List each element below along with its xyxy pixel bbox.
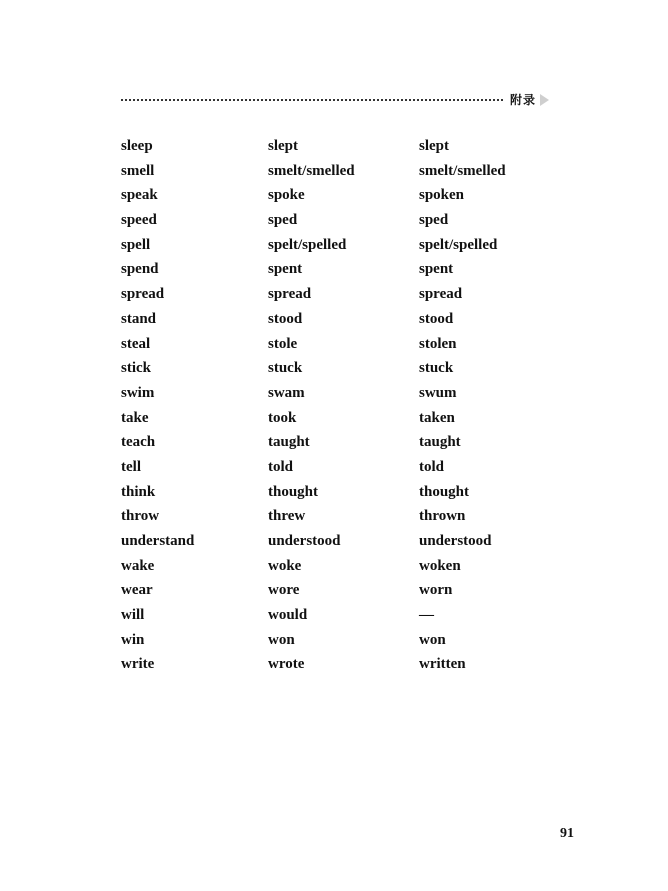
past-participle: told xyxy=(419,458,445,475)
past-tense: taught xyxy=(268,434,310,451)
past-participle: — xyxy=(419,607,434,624)
past-tense: sped xyxy=(268,212,298,229)
base-form: wear xyxy=(121,582,153,599)
base-form: take xyxy=(121,409,149,426)
past-participle: won xyxy=(419,631,446,648)
base-form: understand xyxy=(121,533,195,549)
base-form: write xyxy=(121,656,155,673)
past-tense: smelt/smelled xyxy=(268,162,355,179)
past-participle: thought xyxy=(419,483,470,500)
past-participle: sped xyxy=(419,212,449,229)
past-tense: stood xyxy=(268,310,303,327)
base-form: stick xyxy=(121,360,151,377)
past-participle: taught xyxy=(419,434,461,451)
past-participle: spent xyxy=(419,261,454,278)
header-dotted-rule xyxy=(121,99,503,101)
past-tense: told xyxy=(268,458,294,475)
past-tense: slept xyxy=(268,138,298,154)
past-tense: spent xyxy=(268,261,303,278)
past-tense: took xyxy=(268,409,297,426)
base-form: speed xyxy=(121,212,157,229)
past-participle: stolen xyxy=(419,335,457,352)
past-participle: spoken xyxy=(419,187,465,204)
past-tense: woke xyxy=(268,557,302,574)
past-tense: swam xyxy=(268,384,305,401)
past-tense: spoke xyxy=(268,187,305,204)
past-participle: smelt/smelled xyxy=(419,162,506,179)
triangle-arrow-icon xyxy=(540,94,549,106)
past-participle: woken xyxy=(419,557,461,574)
header-label: 附录 xyxy=(510,93,537,107)
past-tense: spread xyxy=(268,286,312,303)
past-participle: understood xyxy=(419,533,492,549)
base-form: speak xyxy=(121,187,158,204)
past-tense: thought xyxy=(268,483,319,500)
base-form: think xyxy=(121,483,156,500)
base-form: spell xyxy=(121,236,151,253)
base-form: steal xyxy=(121,335,151,352)
past-tense: wore xyxy=(268,582,300,599)
base-form: will xyxy=(121,607,145,624)
past-tense: would xyxy=(268,607,308,624)
base-form: win xyxy=(121,631,145,648)
running-header xyxy=(121,92,551,108)
base-form: stand xyxy=(121,310,157,327)
base-form: spread xyxy=(121,286,165,303)
past-tense: threw xyxy=(268,508,306,525)
past-participle: swum xyxy=(419,384,457,401)
past-tense: stuck xyxy=(268,360,303,377)
past-tense: understood xyxy=(268,533,341,549)
past-participle: worn xyxy=(419,582,453,599)
past-participle: spelt/spelled xyxy=(419,236,498,253)
base-form: spend xyxy=(121,261,159,278)
past-tense: stole xyxy=(268,335,298,352)
base-form: smell xyxy=(121,162,155,179)
past-participle: written xyxy=(419,656,466,673)
base-form: throw xyxy=(121,508,160,525)
past-tense: won xyxy=(268,631,295,648)
past-tense: spelt/spelled xyxy=(268,236,347,253)
base-form: teach xyxy=(121,434,156,451)
past-participle: taken xyxy=(419,409,455,426)
base-form: sleep xyxy=(121,138,153,154)
base-form: tell xyxy=(121,458,141,475)
base-form: swim xyxy=(121,384,155,401)
past-participle: stood xyxy=(419,310,454,327)
past-participle: stuck xyxy=(419,360,454,377)
past-tense: wrote xyxy=(268,656,305,673)
past-participle: thrown xyxy=(419,508,466,525)
past-participle: spread xyxy=(419,286,463,303)
base-form: wake xyxy=(121,557,155,574)
page-number: 91 xyxy=(560,826,574,841)
past-participle: slept xyxy=(419,138,449,154)
